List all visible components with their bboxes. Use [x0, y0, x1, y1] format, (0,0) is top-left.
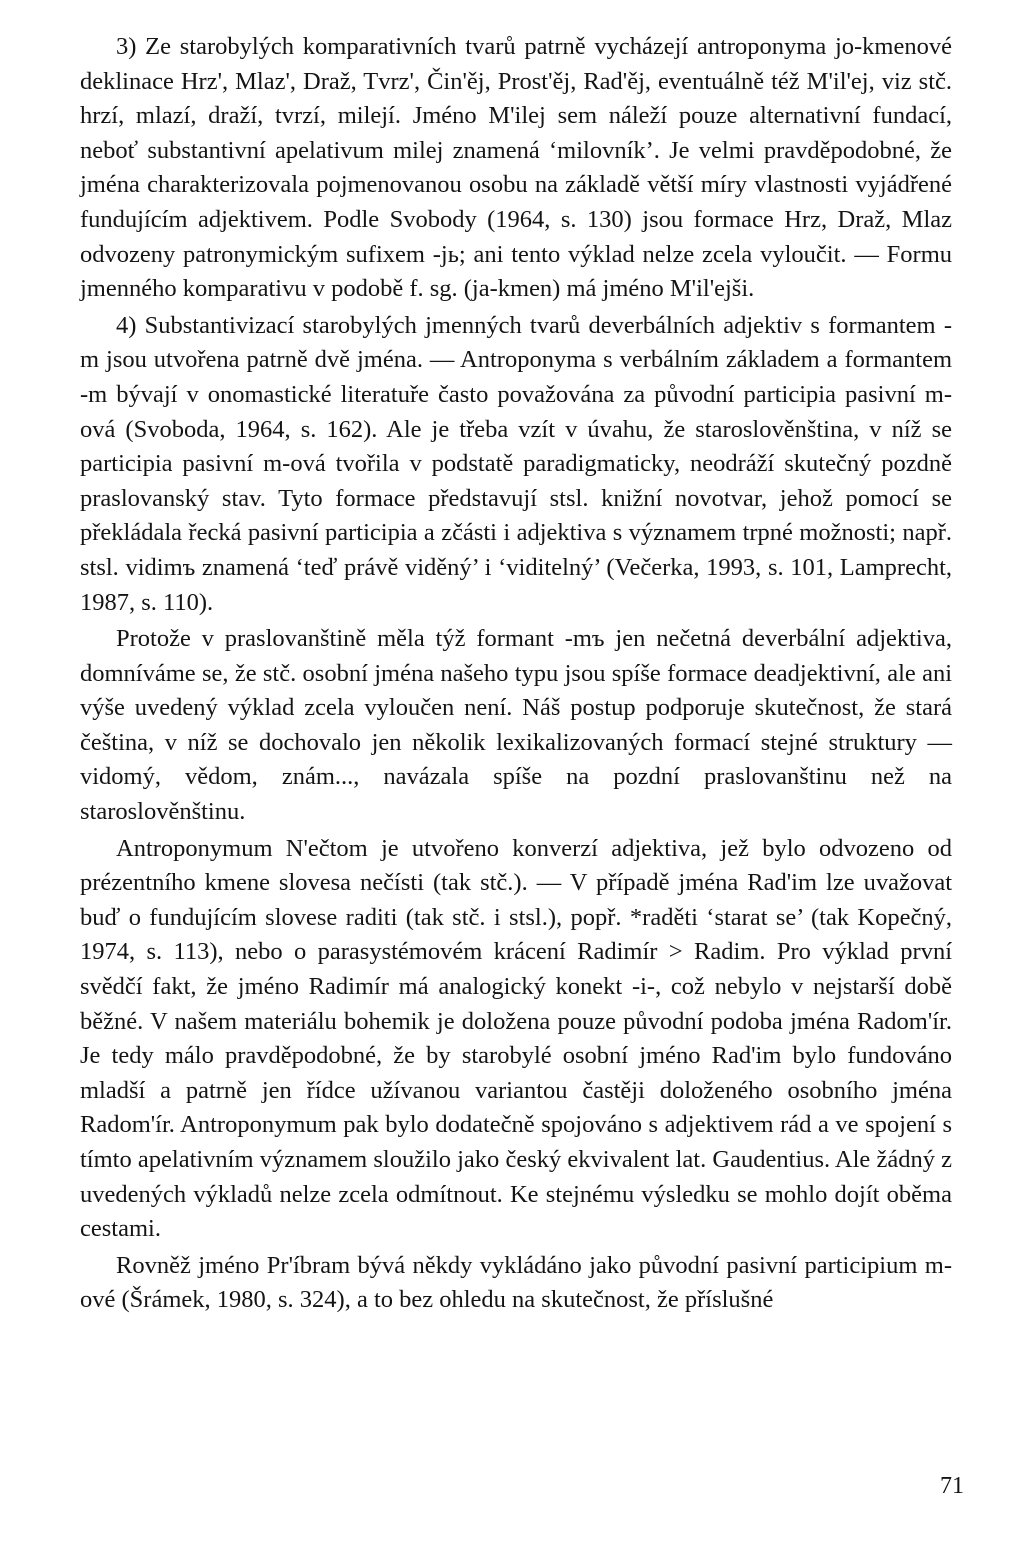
paragraph-anthroponym-conversion: Antroponymum N'ečtom je utvořeno konverzí adjektiva, jež bylo odvozeno od prézentního kmene slovesa nečísti (tak stč.). — V případě jména Rad'im lze uvažovat buď o fundujícím slovese raditi (tak stč. i stsl.), popř. *raděti ‘starat se’ (tak Kopečný, 1974, s. 113), nebo o parasystémovém krácení Radimír > Radim. Pro výklad první svědčí fakt, že jméno Radimír má analogický konekt -i-, což nebylo v nejstarší době běžné. V našem materiálu bohemik je doložena pouze původní podoba jména Radom'ír. Je tedy málo pravděpodobné, že by starobylé osobní jméno Rad'im bylo fundováno mladší a patrně jen řídce užívanou variantou častěji doloženého osobního jména Radom'ír. Antroponymum pak bylo dodatečně spojováno s adjektivem rád a ve spojení s tímto apelativním významem sloužilo jako český ekvivalent lat. Gaudentius. Ale žádný z uvedených výkladů nelze zcela odmítnout. Ke stejnému výsledku se mohlo dojít oběma cestami. — [80, 834, 952, 1243]
page-number: 71 — [940, 1473, 964, 1499]
paragraph-deverbal-adjectives: 4) Substantivizací starobylých jmenných tvarů deverbálních adjektiv s formantem -m jsou utvořena patrně dvě jména. — Antroponyma s verbálním základem a formantem -m bývají v onomastické literatuře často považována za původní participia pasivní m-ová (Svoboda, 1964, s. 162). Ale je třeba vzít v úvahu, že staroslověnština, v níž se participia pasivní m-ová tvořila v podstatě paradigmaticky, neodráží skutečný pozdně praslovanský stav. Tyto formace představují stsl. knižní novotvar, jehož pomocí se překládala řecká pasivní participia a zčásti i adjektiva s významem trpné možnosti; např. stsl. vidimъ znamená ‘teď právě viděný’ i ‘viditelný’ (Večerka, 1993, s. 101, Lamprecht, 1987, s. 110). — [80, 311, 952, 616]
paragraph-pribram: Rovněž jméno Pr'íbram bývá někdy vykládáno jako původní pasivní participium m-ové (Šrámek, 1980, s. 324), a to bez ohledu na skutečnost, že příslušné — [80, 1251, 952, 1314]
paragraph-comparative-names: 3) Ze starobylých komparativních tvarů patrně vycházejí antroponyma jo-kmenové deklinace Hrz', Mlaz', Draž, Tvrz', Čin'ěj, Prost'ěj, Rad'ěj, eventuálně též M'il'ej, viz stč. hrzí, mlazí, draží, tvrzí, milejí. Jméno M'ilej sem náleží pouze alternativní fundací, neboť substantivní apelativum milej znamená ‘milovník’. Je velmi pravděpodobné, že jména charakterizovala pojmenovanou osobu na základě větší míry vlastnosti vyjádřené fundujícím adjektivem. Podle Svobody (1964, s. 130) jsou formace Hrz, Draž, Mlaz odvozeny patronymickým sufixem -jь; ani tento výklad nelze zcela vyloučit. — Formu jmenného komparativu v podobě f. sg. (ja-kmen) má jméno M'il'ejši. — [80, 33, 952, 303]
page-body — [80, 30, 952, 1318]
paragraph-proto-slavic-formant: Protože v praslovanštině měla týž formant -mъ jen nečetná deverbální adjektiva, domníváme se, že stč. osobní jména našeho typu jsou spíše formace deadjektivní, ale ani výše uvedený výklad zcela vyloučen není. Náš postup podporuje skutečnost, že stará čeština, v níž se dochovalo jen několik lexikalizovaných formací stejné struktury — vidomý, vědom, znám..., navázala spíše na pozdní praslovanštinu než na staroslověnštinu. — [80, 625, 952, 826]
